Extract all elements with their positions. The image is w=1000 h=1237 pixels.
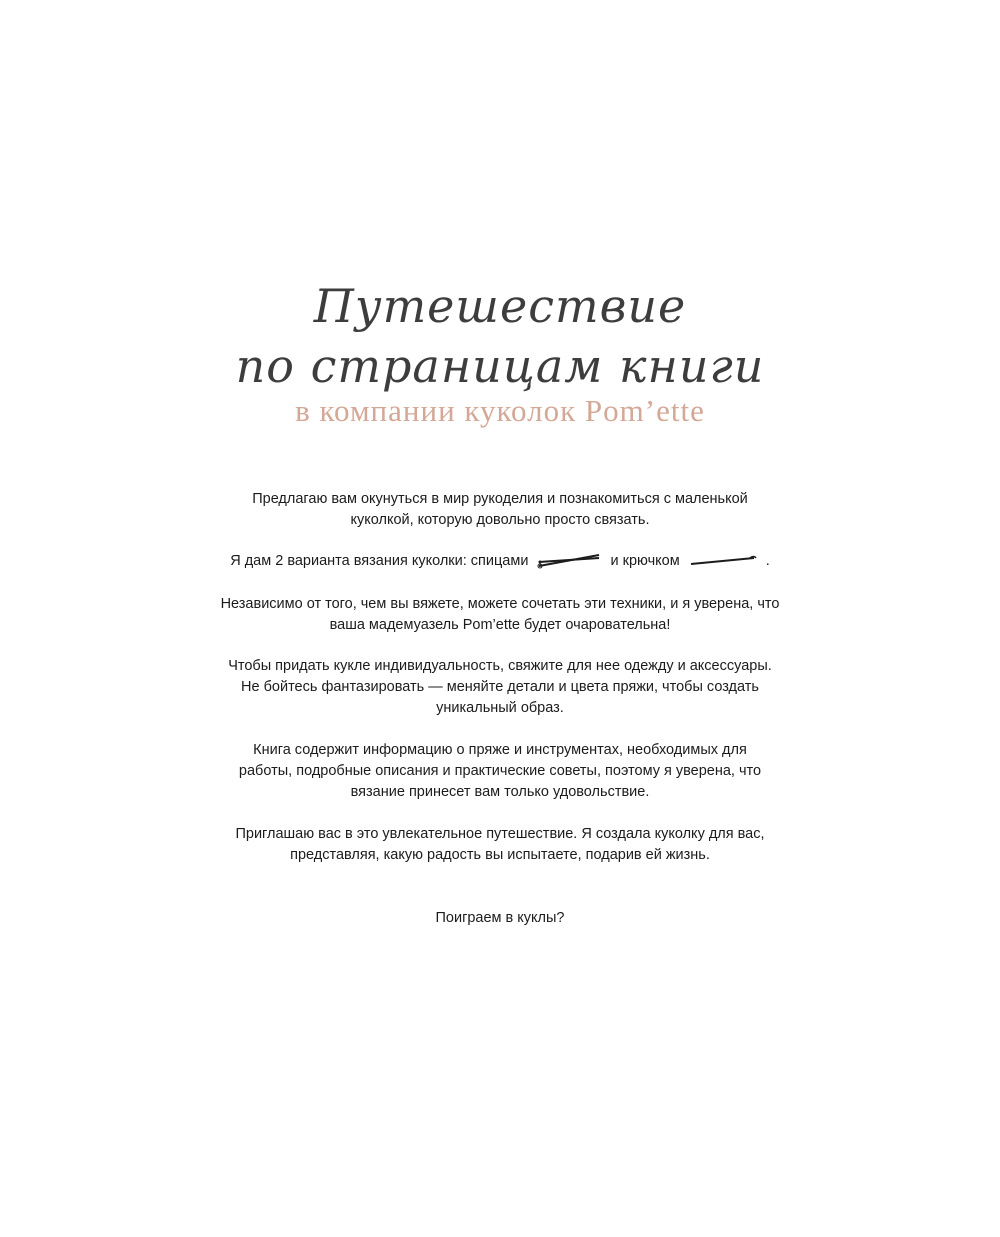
variants-text-before: Я дам 2 варианта вязания куколки: спицами: [230, 553, 529, 569]
variants-text-after: .: [765, 553, 770, 569]
paragraph-line: Поиграем в куклы?: [435, 910, 565, 926]
paragraph-line: Предлагаю вам окунуться в мир рукоделия и познакомиться с маленькой: [252, 491, 748, 507]
paragraph-line: представляя, какую радость вы испытаете, подарив ей жизнь.: [290, 847, 710, 863]
variants-text-middle: и крючком: [610, 553, 680, 569]
paragraph-techniques: [150, 594, 850, 636]
subtitle: в компании куколок Pom’ette: [295, 393, 705, 428]
crochet-hook-icon: [688, 553, 758, 569]
title-line-1: Путешествие: [313, 279, 687, 333]
knitting-needles-icon: [536, 551, 602, 571]
paragraph-individuality: [150, 656, 850, 719]
paragraph-invitation: [150, 824, 850, 866]
paragraph-line: уникальный образ.: [436, 700, 564, 716]
paragraph-line: [150, 551, 850, 572]
paragraph-line: Независимо от того, чем вы вяжете, можете сочетать эти техники, и я уверена, что: [220, 596, 780, 612]
paragraph-closing: [150, 908, 850, 929]
paragraph-book-contents: [150, 740, 850, 803]
paragraph-line: ваша мадемуазель Pom’ette будет очаровательна!: [329, 617, 671, 633]
paragraph-line: Приглашаю вас в это увлекательное путешествие. Я создала куколку для вас,: [235, 826, 765, 842]
paragraph-variants: [150, 551, 850, 572]
paragraph-line: Не бойтесь фантазировать — меняйте детали и цвета пряжи, чтобы создать: [241, 679, 759, 695]
paragraph-line: работы, подробные описания и практические советы, поэтому я уверена, что: [238, 763, 762, 779]
title-line-2: по страницам книги: [235, 339, 765, 393]
paragraph-line: Книга содержит информацию о пряже и инструментах, необходимых для: [253, 742, 747, 758]
paragraph-intro: [150, 489, 850, 531]
paragraph-line: Чтобы придать кукле индивидуальность, свяжите для нее одежду и аксессуары.: [228, 658, 772, 674]
paragraph-line: вязание принесет вам только удовольствие.: [350, 784, 650, 800]
paragraph-line: куколкой, которую довольно просто связать.: [350, 512, 650, 528]
